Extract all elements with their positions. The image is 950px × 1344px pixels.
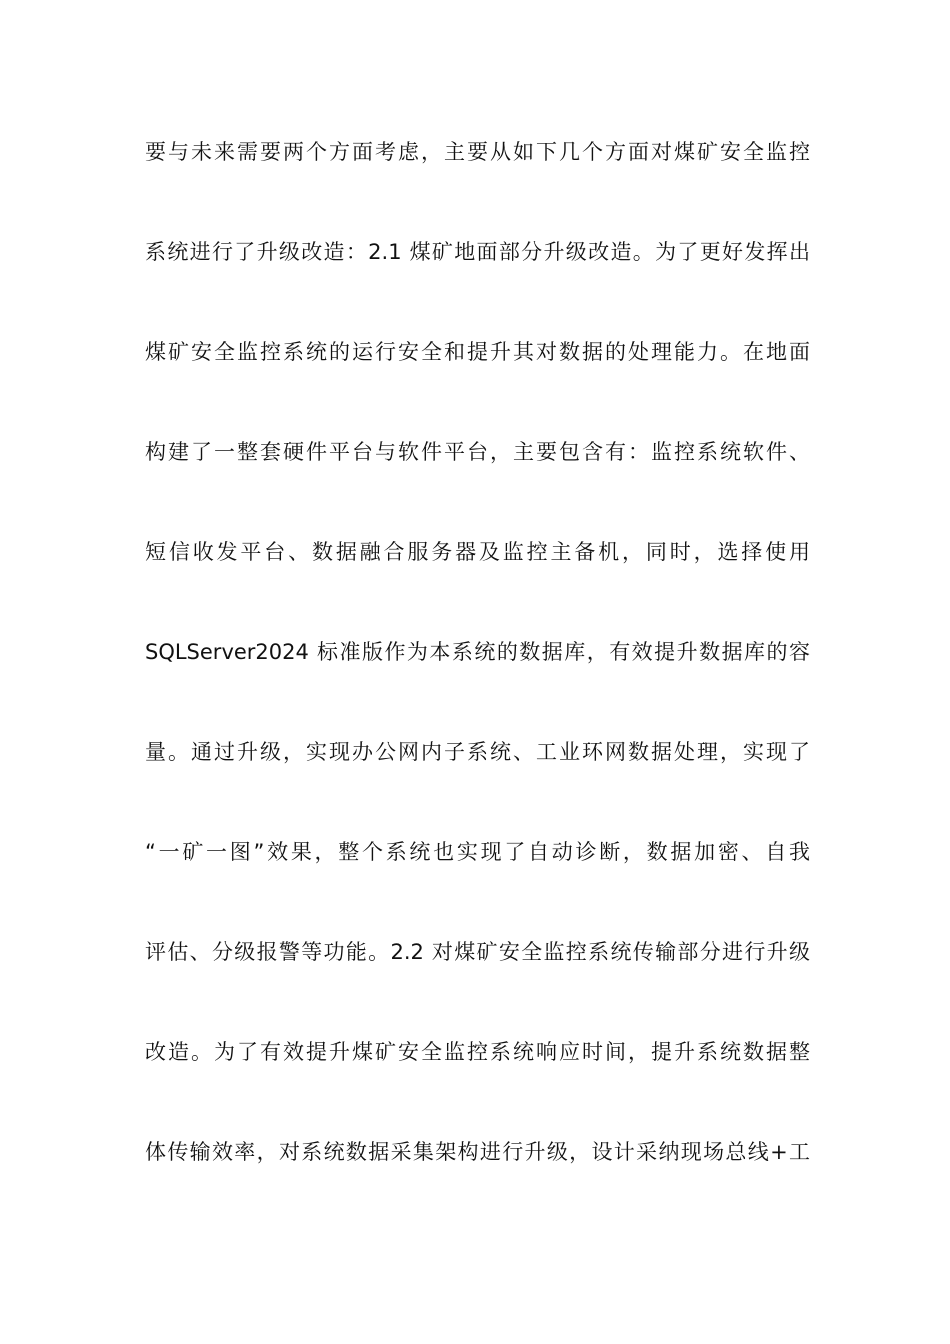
paragraph-line: 量。通过升级，实现办公网内子系统、工业环网数据处理，实现了: [145, 740, 810, 764]
paragraph-line: 构建了一整套硬件平台与软件平台，主要包含有：监控系统软件、: [145, 440, 810, 464]
paragraph-line: 煤矿安全监控系统的运行安全和提升其对数据的处理能力。在地面: [145, 340, 810, 364]
paragraph-line: 改造。为了有效提升煤矿安全监控系统响应时间，提升系统数据整: [145, 1040, 810, 1064]
paragraph-line: 要与未来需要两个方面考虑，主要从如下几个方面对煤矿安全监控: [145, 140, 810, 164]
paragraph-line: 评估、分级报警等功能。2.2 对煤矿安全监控系统传输部分进行升级: [145, 940, 810, 964]
paragraph-line: SQLServer2024 标准版作为本系统的数据库，有效提升数据库的容: [145, 640, 810, 664]
paragraph-line: 体传输效率，对系统数据采集架构进行升级，设计采纳现场总线+工: [145, 1140, 810, 1164]
paragraph-line: “一矿一图”效果，整个系统也实现了自动诊断，数据加密、自我: [145, 840, 810, 864]
paragraph-line: 系统进行了升级改造：2.1 煤矿地面部分升级改造。为了更好发挥出: [145, 240, 810, 264]
paragraph-line: 短信收发平台、数据融合服务器及监控主备机，同时，选择使用: [145, 540, 810, 564]
